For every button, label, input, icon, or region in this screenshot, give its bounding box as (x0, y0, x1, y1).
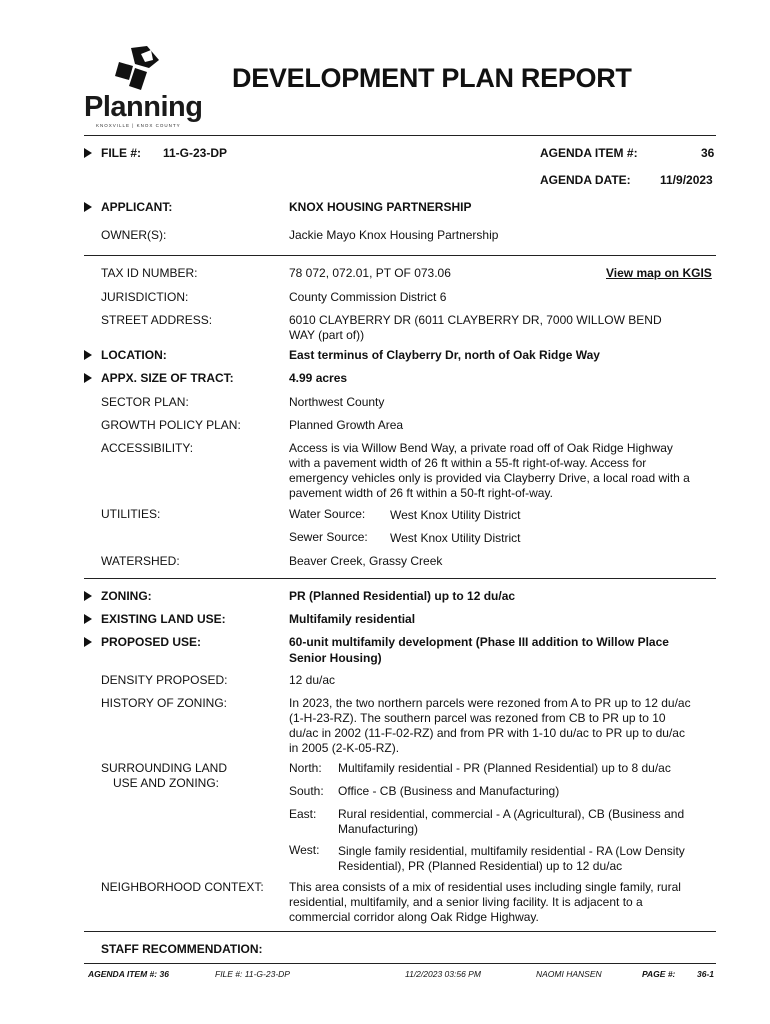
density-label: DENSITY PROPOSED: (101, 673, 228, 687)
sewer-source-value: West Knox Utility District (390, 531, 521, 545)
footer-file: FILE #: 11-G-23-DP (215, 969, 290, 979)
south-value: Office - CB (Business and Manufacturing) (338, 784, 560, 798)
existing-use-value: Multifamily residential (289, 612, 416, 626)
planning-logo-icon (113, 46, 163, 92)
bullet-arrow-icon (84, 614, 92, 624)
surrounding-label-line1: SURROUNDING LAND (101, 761, 228, 775)
accessibility-line: Access is via Willow Bend Way, a private road off of Oak Ridge Highway (289, 441, 673, 455)
applicant-value: KNOX HOUSING PARTNERSHIP (289, 200, 472, 214)
staff-recommendation-heading: STAFF RECOMMENDATION: (101, 942, 263, 956)
zoning-value: PR (Planned Residential) up to 12 du/ac (289, 589, 516, 603)
water-source-value: West Knox Utility District (390, 508, 521, 522)
surrounding-label-line2: USE AND ZONING: (113, 776, 220, 790)
bullet-arrow-icon (84, 350, 92, 360)
section-divider (84, 578, 716, 579)
zoning-history-line: du/ac in 2002 (11-F-02-RZ) and from PR with 1-10 du/ac to PR up to du/ac (289, 726, 685, 740)
watershed-label: WATERSHED: (101, 554, 180, 568)
sector-plan-value: Northwest County (289, 395, 385, 409)
street-address-label: STREET ADDRESS: (101, 313, 213, 327)
bullet-arrow-icon (84, 148, 92, 158)
tax-id-label: TAX ID NUMBER: (101, 266, 198, 280)
owners-label: OWNER(S): (101, 228, 167, 242)
west-line2: Residential), PR (Planned Residential) up to 12 du/ac (338, 859, 623, 873)
file-number: 11-G-23-DP (163, 146, 228, 160)
tract-size-value: 4.99 acres (289, 371, 348, 385)
street-address-line1: 6010 CLAYBERRY DR (6011 CLAYBERRY DR, 7000 WILLOW BEND (289, 313, 662, 327)
accessibility-label: ACCESSIBILITY: (101, 441, 194, 455)
utilities-label: UTILITIES: (101, 507, 161, 521)
kgis-map-link[interactable]: View map on KGIS (606, 266, 712, 280)
jurisdiction-label: JURISDICTION: (101, 290, 189, 304)
tract-size-label: APPX. SIZE OF TRACT: (101, 371, 234, 385)
sewer-source-label: Sewer Source: (289, 530, 368, 544)
zoning-label: ZONING: (101, 589, 152, 603)
zoning-history-line: in 2005 (2-K-05-RZ). (289, 741, 400, 755)
tax-id-value: 78 072, 072.01, PT OF 073.06 (289, 266, 451, 280)
street-address-line2: WAY (part of)) (289, 328, 365, 342)
east-label: East: (289, 807, 317, 821)
footer-author: NAOMI HANSEN (536, 969, 602, 979)
applicant-label: APPLICANT: (101, 200, 173, 214)
north-value: Multifamily residential - PR (Planned Residential) up to 8 du/ac (338, 761, 671, 775)
bullet-arrow-icon (84, 373, 92, 383)
footer-agenda-item: AGENDA ITEM #: 36 (88, 969, 169, 979)
growth-policy-value: Planned Growth Area (289, 418, 404, 432)
agenda-item-label: AGENDA ITEM #: (540, 146, 638, 160)
accessibility-line: with a pavement width of 26 ft within a 55-ft right-of-way. Access for (289, 456, 647, 470)
file-label: FILE #: (101, 146, 142, 160)
growth-policy-label: GROWTH POLICY PLAN: (101, 418, 241, 432)
jurisdiction-value: County Commission District 6 (289, 290, 447, 304)
footer-divider (84, 963, 716, 964)
bullet-arrow-icon (84, 637, 92, 647)
proposed-use-label: PROPOSED USE: (101, 635, 202, 649)
neighborhood-label: NEIGHBORHOOD CONTEXT: (101, 880, 264, 894)
logo-subtitle: KNOXVILLE | KNOX COUNTY (96, 123, 181, 128)
neighborhood-line: commercial corridor along Oak Ridge Highway. (289, 910, 539, 924)
section-divider (84, 931, 716, 932)
south-label: South: (289, 784, 324, 798)
north-label: North: (289, 761, 322, 775)
agenda-date-value: 11/9/2023 (660, 173, 713, 187)
west-line1: Single family residential, multifamily residential - RA (Low Density (338, 844, 685, 858)
logo-wordmark: Planning (84, 91, 203, 123)
section-divider (84, 255, 716, 256)
neighborhood-line: residential, multifamily, and a senior living facility. It is adjacent to a (289, 895, 643, 909)
footer-page-value: 36-1 (697, 969, 715, 979)
zoning-history-line: In 2023, the two northern parcels were rezoned from A to PR up to 12 du/ac (289, 696, 691, 710)
agenda-date-label: AGENDA DATE: (540, 173, 631, 187)
agenda-item-value: 36 (701, 146, 715, 160)
proposed-use-line1: 60-unit multifamily development (Phase III addition to Willow Place (289, 635, 669, 649)
header-divider (84, 135, 716, 136)
proposed-use-line2: Senior Housing) (289, 651, 382, 665)
footer-timestamp: 11/2/2023 03:56 PM (405, 969, 481, 979)
neighborhood-line: This area consists of a mix of residential uses including single family, rural (289, 880, 681, 894)
accessibility-line: emergency vehicles only is provided via Clayberry Drive, a local road with a (289, 471, 690, 485)
water-source-label: Water Source: (289, 507, 366, 521)
west-label: West: (289, 843, 320, 857)
page-title: DEVELOPMENT PLAN REPORT (232, 63, 632, 93)
zoning-history-line: (1-H-23-RZ). The southern parcel was rezoned from CB to PR up to 10 (289, 711, 666, 725)
location-label: LOCATION: (101, 348, 167, 362)
watershed-value: Beaver Creek, Grassy Creek (289, 554, 443, 568)
east-line1: Rural residential, commercial - A (Agricultural), CB (Business and (338, 807, 685, 821)
footer-page-label: PAGE #: (642, 969, 676, 979)
density-value: 12 du/ac (289, 673, 336, 687)
location-value: East terminus of Clayberry Dr, north of Oak Ridge Way (289, 348, 600, 362)
accessibility-line: pavement width of 26 ft within a 50-ft right-of-way. (289, 486, 553, 500)
bullet-arrow-icon (84, 202, 92, 212)
zoning-history-label: HISTORY OF ZONING: (101, 696, 228, 710)
existing-use-label: EXISTING LAND USE: (101, 612, 226, 626)
owners-value: Jackie Mayo Knox Housing Partnership (289, 228, 499, 242)
sector-plan-label: SECTOR PLAN: (101, 395, 189, 409)
bullet-arrow-icon (84, 591, 92, 601)
east-line2: Manufacturing) (338, 822, 419, 836)
